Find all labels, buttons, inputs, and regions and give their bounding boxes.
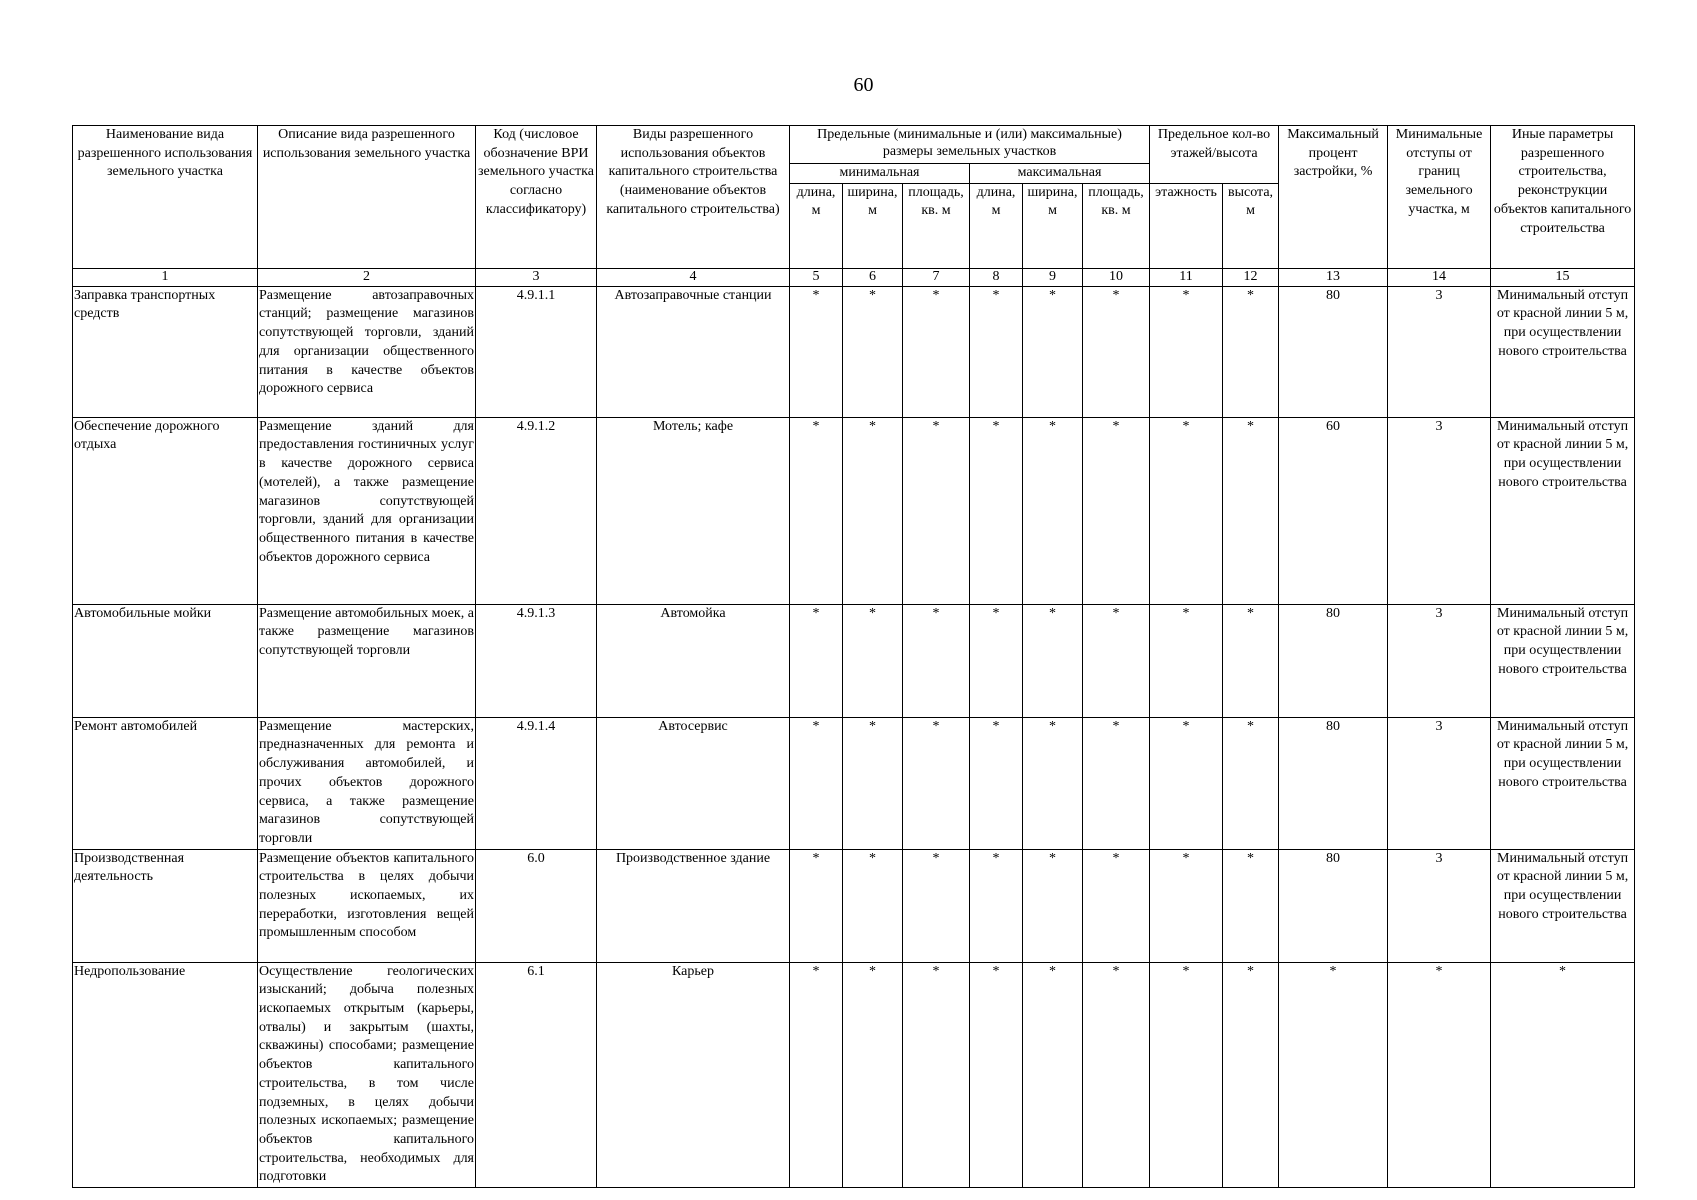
max-area: *: [1083, 417, 1150, 604]
use-code: 4.9.1.3: [476, 604, 597, 717]
min-setback: 3: [1388, 849, 1491, 962]
use-name: Недропользование: [73, 962, 258, 1187]
max-width: *: [1023, 962, 1083, 1187]
table-row: [73, 717, 1635, 849]
other-parameters: Минимальный отступ от красной линии 5 м, при осуществлении нового строительства: [1491, 286, 1635, 417]
max-coverage: 80: [1279, 717, 1388, 849]
min-width: *: [843, 717, 903, 849]
column-number: 3: [476, 268, 597, 286]
header-height: высота, м: [1223, 183, 1279, 268]
table-row: [73, 286, 1635, 417]
table-row: [73, 604, 1635, 717]
min-length: *: [790, 286, 843, 417]
max-coverage: 60: [1279, 417, 1388, 604]
min-area: *: [903, 417, 970, 604]
column-number: 8: [970, 268, 1023, 286]
max-width: *: [1023, 286, 1083, 417]
max-length: *: [970, 286, 1023, 417]
height: *: [1223, 962, 1279, 1187]
max-length: *: [970, 417, 1023, 604]
min-setback: 3: [1388, 286, 1491, 417]
max-coverage: *: [1279, 962, 1388, 1187]
other-parameters: *: [1491, 962, 1635, 1187]
min-area: *: [903, 849, 970, 962]
table-row: [73, 849, 1635, 962]
max-coverage: 80: [1279, 286, 1388, 417]
column-number: 7: [903, 268, 970, 286]
header-use-description: Описание вида разрешенного использования земельного участка: [258, 126, 476, 269]
header-min-setbacks: Минимальные отступы от границ земельного участка, м: [1388, 126, 1491, 269]
use-code: 6.0: [476, 849, 597, 962]
min-width: *: [843, 417, 903, 604]
max-area: *: [1083, 286, 1150, 417]
table-row: [73, 962, 1635, 1187]
use-name: Заправка транспортных средств: [73, 286, 258, 417]
floors: *: [1150, 417, 1223, 604]
column-number: 4: [597, 268, 790, 286]
min-length: *: [790, 849, 843, 962]
column-number: 13: [1279, 268, 1388, 286]
table-row: [73, 417, 1635, 604]
header-min-length: длина, м: [790, 183, 843, 268]
use-code: 4.9.1.2: [476, 417, 597, 604]
min-length: *: [790, 604, 843, 717]
max-width: *: [1023, 417, 1083, 604]
header-code: Код (числовое обозначение ВРИ земельного участка согласно классификатору): [476, 126, 597, 269]
floors: *: [1150, 717, 1223, 849]
min-width: *: [843, 962, 903, 1187]
use-description: Осуществление геологических изысканий; добыча полезных ископаемых открытым (карьеры, отвалы) и закрытым (шахты, скважины) способами; размещение объектов капитального строительства, в том числе подземных, в целях добычи полезных ископаемых; размещение объектов капитального строительства, необходимых для подготовки: [258, 962, 476, 1187]
min-setback: 3: [1388, 717, 1491, 849]
header-other-parameters: Иные параметры разрешенного строительства, реконструкции объектов капитального строительства: [1491, 126, 1635, 269]
min-area: *: [903, 604, 970, 717]
min-length: *: [790, 962, 843, 1187]
other-parameters: Минимальный отступ от красной линии 5 м, при осуществлении нового строительства: [1491, 604, 1635, 717]
floors: *: [1150, 286, 1223, 417]
min-setback: 3: [1388, 417, 1491, 604]
header-max-area: площадь, кв. м: [1083, 183, 1150, 268]
max-length: *: [970, 962, 1023, 1187]
min-length: *: [790, 717, 843, 849]
min-width: *: [843, 849, 903, 962]
page-number: 60: [853, 74, 874, 96]
column-number: 5: [790, 268, 843, 286]
construction-objects: Производственное здание: [597, 849, 790, 962]
floors: *: [1150, 849, 1223, 962]
construction-objects: Автосервис: [597, 717, 790, 849]
use-name: Обеспечение дорожного отдыха: [73, 417, 258, 604]
construction-objects: Мотель; кафе: [597, 417, 790, 604]
height: *: [1223, 417, 1279, 604]
other-parameters: Минимальный отступ от красной линии 5 м, при осуществлении нового строительства: [1491, 849, 1635, 962]
column-number: 1: [73, 268, 258, 286]
floors: *: [1150, 962, 1223, 1187]
use-name: Автомобильные мойки: [73, 604, 258, 717]
max-area: *: [1083, 962, 1150, 1187]
max-area: *: [1083, 717, 1150, 849]
max-width: *: [1023, 717, 1083, 849]
construction-objects: Автомойка: [597, 604, 790, 717]
max-width: *: [1023, 849, 1083, 962]
max-coverage: 80: [1279, 604, 1388, 717]
height: *: [1223, 604, 1279, 717]
max-length: *: [970, 849, 1023, 962]
use-description: Размещение автомобильных моек, а также размещение магазинов сопутствующей торговли: [258, 604, 476, 717]
header-plot-size-limits: Предельные (минимальные и (или) максимальные) размеры земельных участков: [790, 126, 1150, 164]
construction-objects: Автозаправочные станции: [597, 286, 790, 417]
column-number: 6: [843, 268, 903, 286]
other-parameters: Минимальный отступ от красной линии 5 м, при осуществлении нового строительства: [1491, 417, 1635, 604]
column-number: 14: [1388, 268, 1491, 286]
min-area: *: [903, 717, 970, 849]
use-description: Размещение объектов капитального строительства в целях добычи полезных ископаемых, их переработки, изготовления вещей промышленным способом: [258, 849, 476, 962]
column-number: 2: [258, 268, 476, 286]
min-width: *: [843, 286, 903, 417]
header-floors: этажность: [1150, 183, 1223, 268]
max-width: *: [1023, 604, 1083, 717]
column-number: 9: [1023, 268, 1083, 286]
header-max-coverage: Максимальный процент застройки, %: [1279, 126, 1388, 269]
use-code: 4.9.1.4: [476, 717, 597, 849]
header-min-area: площадь, кв. м: [903, 183, 970, 268]
construction-objects: Карьер: [597, 962, 790, 1187]
use-code: 4.9.1.1: [476, 286, 597, 417]
other-parameters: Минимальный отступ от красной линии 5 м, при осуществлении нового строительства: [1491, 717, 1635, 849]
use-description: Размещение автозаправочных станций; размещение магазинов сопутствующей торговли, зданий для организации общественного питания в качестве объектов дорожного сервиса: [258, 286, 476, 417]
max-area: *: [1083, 849, 1150, 962]
zoning-parameters-table: [72, 125, 1635, 1188]
min-setback: 3: [1388, 604, 1491, 717]
max-coverage: 80: [1279, 849, 1388, 962]
max-length: *: [970, 604, 1023, 717]
header-max-width: ширина, м: [1023, 183, 1083, 268]
header-floors-height: Предельное кол-во этажей/высота: [1150, 126, 1279, 184]
column-number: 10: [1083, 268, 1150, 286]
min-area: *: [903, 286, 970, 417]
min-area: *: [903, 962, 970, 1187]
use-description: Размещение зданий для предоставления гостиничных услуг в качестве дорожного сервиса (мотелей), а также размещение магазинов сопутствующей торговли, зданий для организации общественного питания в качестве объектов дорожного сервиса: [258, 417, 476, 604]
header-min-width: ширина, м: [843, 183, 903, 268]
header-maximum: максимальная: [970, 164, 1150, 184]
use-name: Ремонт автомобилей: [73, 717, 258, 849]
column-number: 11: [1150, 268, 1223, 286]
floors: *: [1150, 604, 1223, 717]
max-length: *: [970, 717, 1023, 849]
height: *: [1223, 717, 1279, 849]
column-number: 15: [1491, 268, 1635, 286]
header-minimum: минимальная: [790, 164, 970, 184]
height: *: [1223, 286, 1279, 417]
use-description: Размещение мастерских, предназначенных для ремонта и обслуживания автомобилей, и прочих объектов дорожного сервиса, а также размещение магазинов сопутствующей торговли: [258, 717, 476, 849]
min-setback: *: [1388, 962, 1491, 1187]
header-max-length: длина, м: [970, 183, 1023, 268]
use-name: Производственная деятельность: [73, 849, 258, 962]
column-number: 12: [1223, 268, 1279, 286]
min-length: *: [790, 417, 843, 604]
max-area: *: [1083, 604, 1150, 717]
height: *: [1223, 849, 1279, 962]
header-permitted-use-name: Наименование вида разрешенного использования земельного участка: [73, 126, 258, 269]
use-code: 6.1: [476, 962, 597, 1187]
min-width: *: [843, 604, 903, 717]
column-number-row: [73, 268, 1635, 286]
header-construction-objects: Виды разрешенного использования объектов капитального строительства (наименование объектов капитального строительства): [597, 126, 790, 269]
